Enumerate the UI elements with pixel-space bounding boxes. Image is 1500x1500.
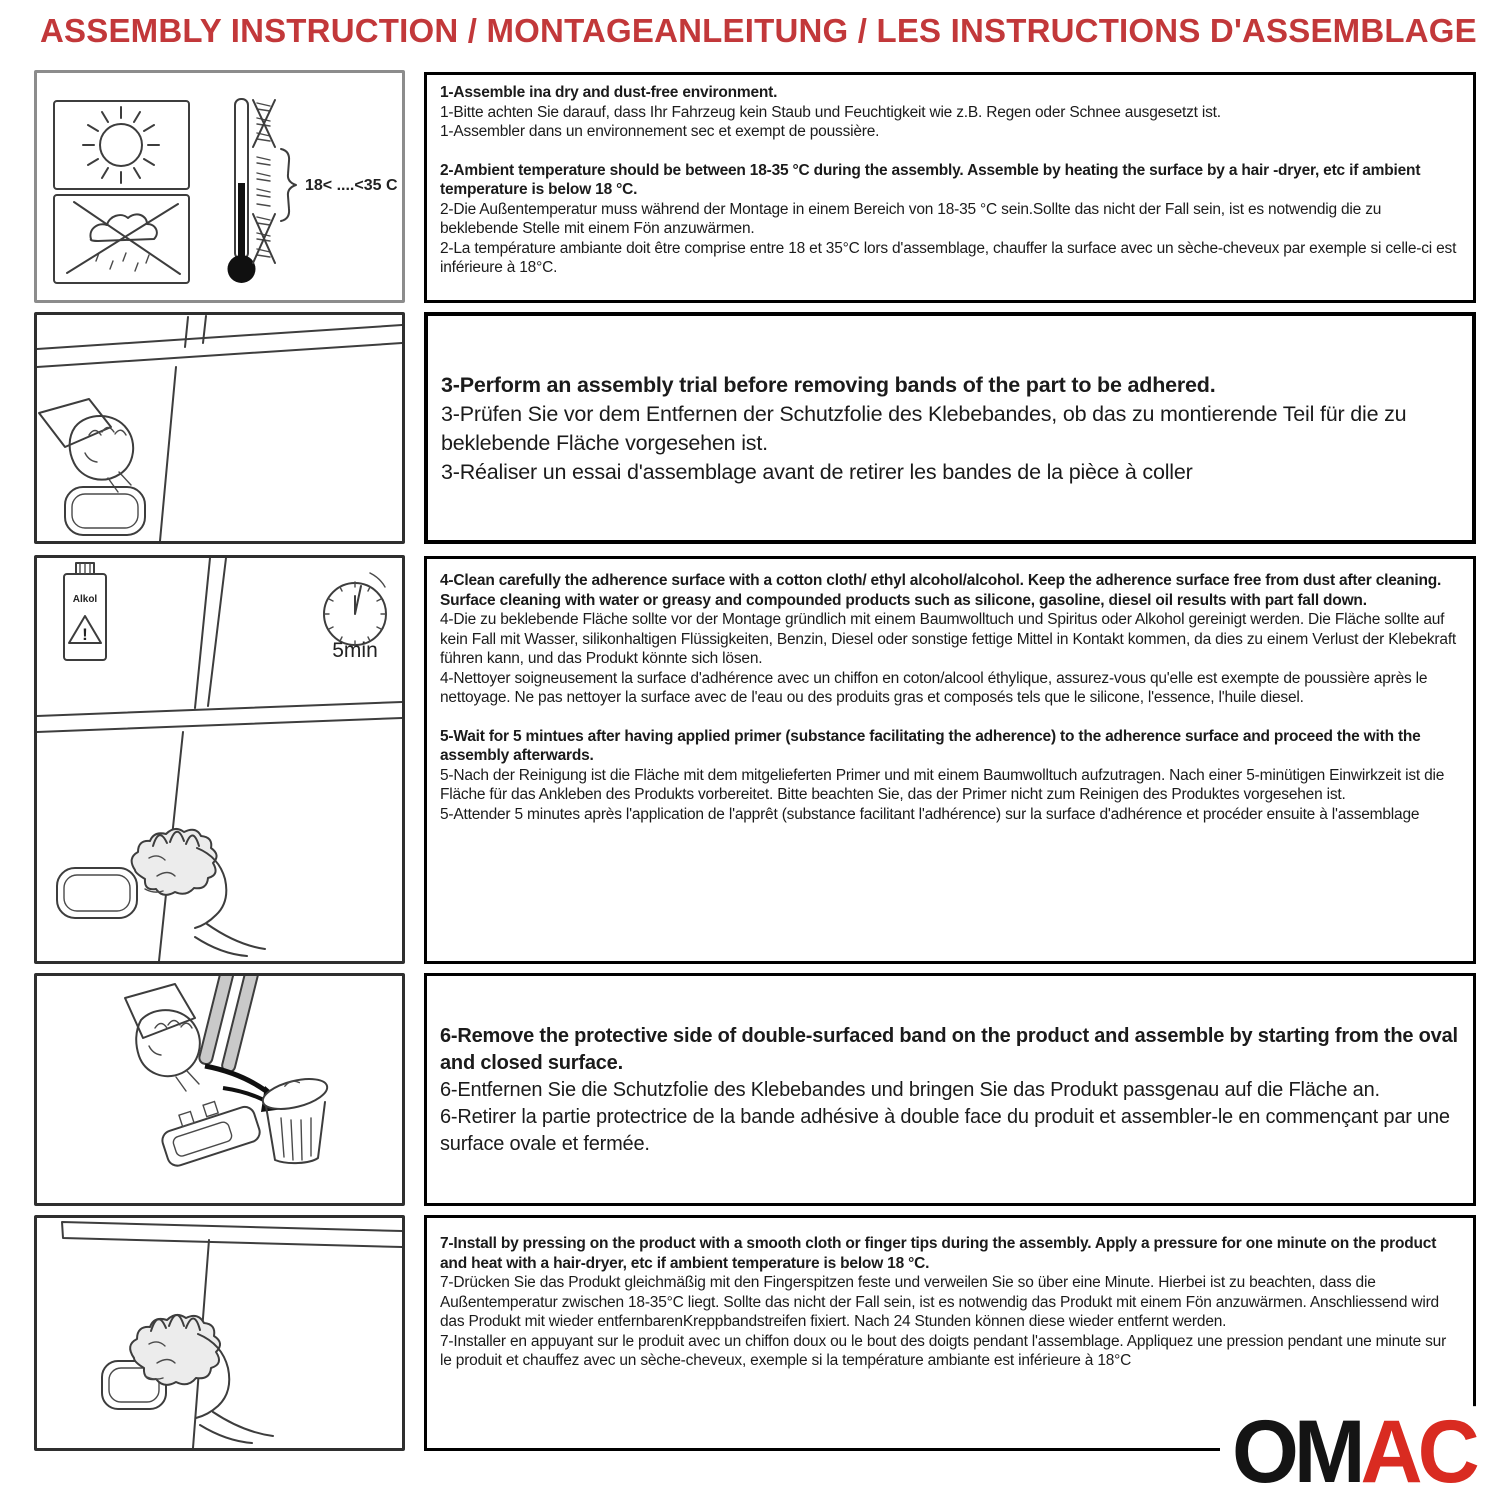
- product-part-drawing: [156, 1091, 263, 1168]
- temp-range-label: 18< ....<35 C: [305, 177, 398, 194]
- peel-tape-drawing: [37, 976, 402, 1203]
- oval-trim-drawing: [65, 487, 145, 535]
- step5-de: 5-Nach der Reinigung ist die Fläche mit dem mitgelieferten Primer und mit einem Baumwolltuch aufzutragen. Nach einer 5-minütigen Einwirkzeit ist die Fläche für das Ankleben des Produkts vorbereitet. Bitte beachten Sie, das der Primer nicht zum Reinigen des Produktes vorgesehen ist.: [440, 766, 1445, 803]
- car-panel-lines: [37, 316, 402, 541]
- sun-icon: [54, 101, 189, 189]
- spacer: [440, 708, 1459, 727]
- step3-illustration-panel: [34, 312, 405, 544]
- step1-illustration-panel: [34, 70, 405, 303]
- step4-illustration-panel: [34, 555, 405, 964]
- temperature-brace: [281, 149, 296, 221]
- clean-surface-drawing: [37, 558, 402, 961]
- step-row-2: [0, 312, 1500, 544]
- omac-logo-red: AC: [1360, 1402, 1475, 1500]
- page-title: ASSEMBLY INSTRUCTION / MONTAGEANLEITUNG / LES INSTRUCTIONS D'ASSEMBLAGE: [40, 12, 1477, 49]
- clock-icon: [324, 573, 386, 646]
- step1-fr: 1-Assembler dans un environnement sec et exempt de poussière.: [440, 123, 880, 140]
- warning-mark: !: [82, 625, 88, 644]
- step3-fr: 3-Réaliser un essai d'assemblage avant de retirer les bandes de la pièce à coller: [441, 460, 1193, 484]
- step2-de: 2-Die Außentemperatur muss während der Montage in einem Bereich von 18-35 °C sein.Sollte das nicht der Fall sein, ist es notwendig die zu beklebende Stelle mit einem Fön anzuwärmen.: [440, 200, 1382, 237]
- step6-illustration-panel: [34, 973, 405, 1206]
- press-hand-drawing: [130, 1315, 273, 1443]
- wait-5min-label: 5min: [332, 639, 378, 662]
- press-product-drawing: [37, 1218, 402, 1448]
- step-row-3: [0, 555, 1500, 964]
- step7-illustration-panel: [34, 1215, 405, 1451]
- step3-text-panel: [424, 312, 1476, 544]
- warning-triangle-icon: [69, 616, 101, 644]
- step5-en: 5-Wait for 5 mintues after having applied primer (substance facilitating the adherence) to the adherence surface and proceed the with the assembly afterwards.: [440, 727, 1421, 764]
- spacer: [440, 142, 1459, 161]
- step6-de: 6-Entfernen Sie die Schutzfolie des Klebebandes und bringen Sie das Produkt passgenau auf die Fläche an.: [440, 1079, 1380, 1101]
- step6-fr: 6-Retirer la partie protectrice de la bande adhésive à double face du produit et assembler-le en commençant par une surface ovale et fermée.: [440, 1106, 1450, 1155]
- car-panel-lines: [37, 558, 402, 961]
- trash-can-icon: [260, 1073, 330, 1163]
- step2-fr: 2-La température ambiante doit être comprise entre 18 et 35°C lors d'assemblage, chauffer la surface avec un sèche-cheveux par exemple si celle-ci est inférieure à 18°C.: [440, 239, 1457, 276]
- no-rain-icon: [54, 195, 189, 283]
- omac-logo-black: OM: [1232, 1402, 1361, 1500]
- step-row-4: [0, 973, 1500, 1206]
- protective-strips: [198, 976, 269, 1073]
- thermometer-icon: [228, 99, 276, 283]
- step1-de: 1-Bitte achten Sie darauf, dass Ihr Fahrzeug kein Staub und Feuchtigkeit wie z.B. Regen oder Schnee ausgesetzt ist.: [440, 103, 1221, 121]
- step6-text-panel: [424, 973, 1476, 1206]
- omac-logo: [1220, 1402, 1500, 1500]
- step6-en: 6-Remove the protective side of double-surfaced band on the product and assemble by starting from the oval and closed surface.: [440, 1025, 1458, 1074]
- step4-de: 4-Die zu beklebende Fläche sollte vor der Montage gründlich mit einem Baumwolltuch und Spiritus oder Alkohol gereinigt werden. Die Fläche sollte auf kein Fall mit Wasser, silikonhaltigen Flüssigkeiten, Benzin, Diesel oder sonstige fettige Mittel in Kontakt kommen, da dies zu einem Verlust der Klebekraft führen kann, und das Produkt könnte sich lösen.: [440, 611, 1457, 667]
- car-panel-lines: [62, 1222, 402, 1448]
- alcohol-bottle-icon: [64, 563, 106, 660]
- step4-text-panel: [424, 556, 1476, 964]
- step2-en: 2-Ambient temperature should be between 18-35 °C during the assembly. Assemble by heating the surface by a hair -dryer, etc if ambient temperature is below 18 °C.: [440, 161, 1421, 198]
- step1-text-panel: [424, 72, 1476, 303]
- environment-temperature-drawing: [37, 73, 402, 300]
- step7-de: 7-Drücken Sie das Produkt gleichmäßig mit den Fingerspitzen feste und verweilen Sie so über eine Minute. Hierbei ist zu beachten, dass die Außentemperatur zwischen 18-35°C liegt. Sollte das nicht der Fall sein, ist es notwendig das Produkt mit einem Fön anzuwärmen. Anschliessend wird das Produkt mit wieder entfernbarenKreppbandstreifen fixiert. Nach 24 Stunden können diese wieder entfernt werden.: [440, 1274, 1439, 1330]
- trial-fit-drawing: [37, 315, 402, 541]
- hand-wiping-drawing: [132, 829, 265, 956]
- step7-en: 7-Install by pressing on the product with a smooth cloth or finger tips during the assembly. Apply a pressure for one minute on the product and heat with a hair-dryer, etc if ambient temperature is below 18 °C.: [440, 1235, 1437, 1272]
- step3-en: 3-Perform an assembly trial before removing bands of the part to be adhered.: [441, 373, 1216, 397]
- step5-fr: 5-Attender 5 minutes après l'application de l'apprêt (substance facilitant l'adhérence) sur la surface d'adhérence et procéder ensuite à l'assemblage: [440, 805, 1420, 823]
- hand-peeling-drawing: [125, 984, 200, 1091]
- oval-trim-drawing: [57, 868, 137, 918]
- step7-fr: 7-Installer en appuyant sur le produit avec un chiffon doux ou le bout des doigts pendant l'assemblage. Appliquez une pression pendant une minute sur le produit et chauffez avec un sèche-cheveux, exemple si la température ambiante est inférieure à 18°C: [440, 1332, 1447, 1369]
- hand-holding-part-drawing: [39, 399, 133, 492]
- step1-en: 1-Assemble ina dry and dust-free environment.: [440, 84, 778, 101]
- bottle-label: Alkol: [72, 594, 98, 605]
- step-row-1: [0, 70, 1500, 303]
- step4-fr: 4-Nettoyer soigneusement la surface d'adhérence avec un chiffon en coton/alcool éthylique, assurez-vous qu'elle est exempte de poussière après le nettoyage. Ne pas nettoyer la surface avec de l'eau ou des produits gras et composés tels que le silicone, l'essence, l'huile diesel.: [440, 669, 1428, 706]
- step3-de: 3-Prüfen Sie vor dem Entfernen der Schutzfolie des Klebebandes, ob das zu montierende Teil für die zu beklebende Fläche vorgesehen ist.: [441, 402, 1407, 455]
- step4-en: 4-Clean carefully the adherence surface with a cotton cloth/ ethyl alcohol/alcohol. Keep the adherence surface free from dust after cleaning. Surface cleaning with water or greasy and compounded products such as silicone, gasoline, diesel oil results with part fall down.: [440, 572, 1442, 609]
